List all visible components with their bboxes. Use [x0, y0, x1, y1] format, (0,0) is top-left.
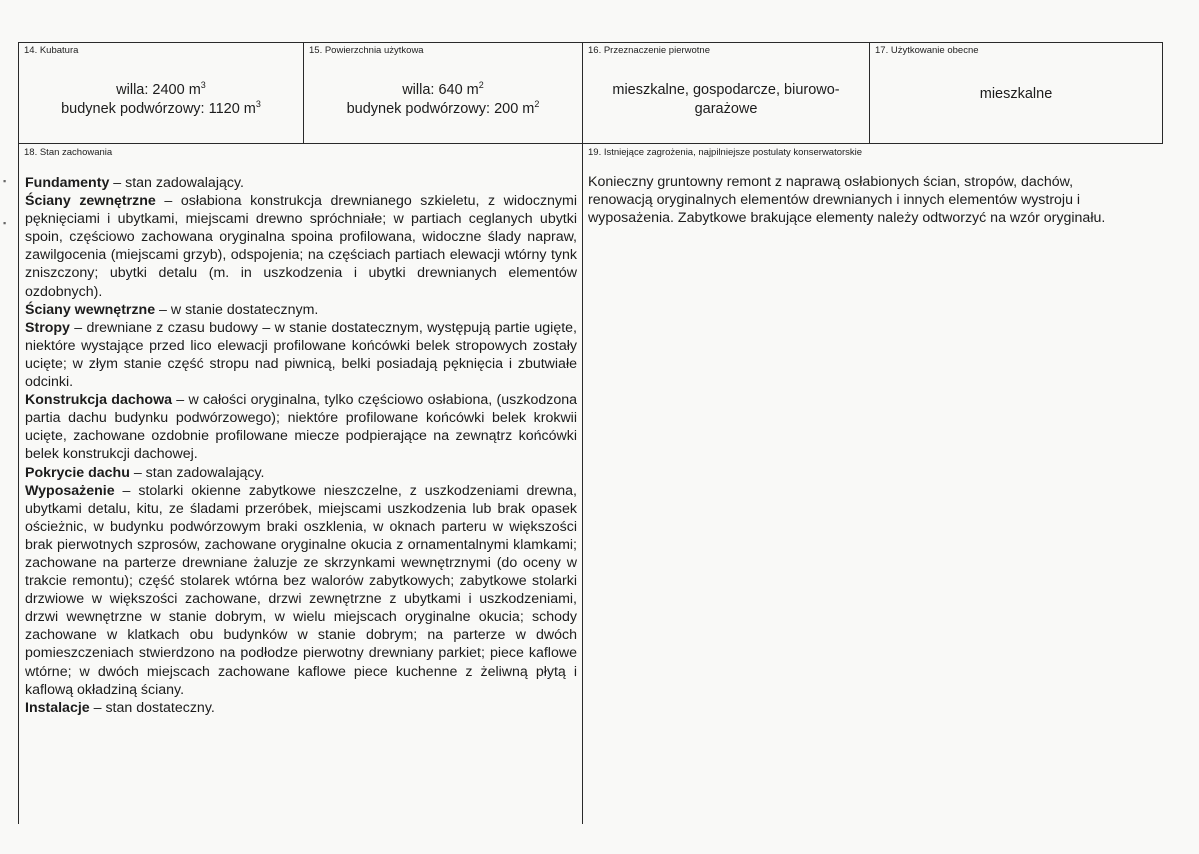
- kubatura-label: 14. Kubatura: [24, 45, 79, 56]
- stan-label: 18. Stan zachowania: [24, 147, 113, 158]
- zagrozenia-label: 19. Istniejące zagrożenia, najpilniejsze postulaty konserwatorskie: [588, 147, 863, 158]
- stan-paragraph: Konstrukcja dachowa – w całości oryginalna, tylko częściowo osłabiona, (uszkodzona partia dachu budynku podwórzowego); niektóre profilowane końcówki belek krokwii ucięte, zachowane ozdobnie profilowane miecze podpierające na zewnątrz końcówki belek konstrukcji dachowej.: [25, 392, 577, 463]
- col-divider-1: [18, 42, 19, 824]
- zagrozenia-body: Konieczny gruntowny remont z naprawą osłabionych ścian, stropów, dachów, renowacją oryginalnych elementów drewnianych i innych elementów wystroju i wyposażenia. Zabytkowe brakujące elementy należy odtworzyć na wzór oryginału.: [588, 174, 1106, 227]
- col-divider-5: [1162, 42, 1163, 143]
- col-divider-3: [582, 42, 583, 824]
- przeznaczenie-line: garażowe: [694, 101, 758, 117]
- powierzchnia-label: 15. Powierzchnia użytkowa: [309, 45, 424, 56]
- kubatura-value: [19, 58, 303, 142]
- stan-body: [25, 174, 577, 717]
- uzytkowanie-line: mieszkalne: [979, 85, 1053, 102]
- kubatura-line: willa: 2400 $m^3$: [116, 80, 206, 98]
- stan-paragraph: Pokrycie dachu – stan zadowalający.: [25, 464, 265, 481]
- top-border: [18, 42, 1163, 43]
- powierzchnia-line: budynek podwórzowy: 200 $m^2$: [346, 99, 540, 117]
- stan-paragraph: Ściany wewnętrzne – w stanie dostatecznym.: [25, 301, 319, 318]
- uzytkowanie-label: 17. Użytkowanie obecne: [875, 45, 979, 56]
- stan-paragraph: Instalacje – stan dostateczny.: [25, 699, 215, 716]
- uzytkowanie-value: [870, 58, 1162, 130]
- scan-mark: ▪: [3, 176, 7, 186]
- stan-paragraph: Ściany zewnętrzne – osłabiona konstrukcja drewnianego szkieletu, z widocznymi pęknięciami i ubytkami, miejscami drewno spróchniałe; w partiach ceglanych ubytki spoin, częściowo zachowana oryginalna spoina profilowana, widoczne ślady napraw, zawilgocenia (miejscami grzyb), odspojenia; na częściach partiach elewacji wtórny tynk zniszczony; ubytki detalu (m. in uszkodzenia i ubytki drewnianych elementów ozdobnych).: [25, 193, 577, 300]
- powierzchnia-line: willa: 640 $m^2$: [402, 80, 484, 98]
- kubatura-line: budynek podwórzowy: 1120 $m^3$: [61, 99, 261, 117]
- stan-paragraph: Stropy – drewniane z czasu budowy – w stanie dostatecznym, występują partie ugięte, niektóre wystające przed lico elewacji profilowane końcówki belek stropowych zostały ucięte; w złym stanie część stropu nad piwnicą, belki posiadają pęknięcia i zbutwiałe odcinki.: [25, 319, 577, 391]
- stan-paragraph: Wyposażenie – stolarki okienne zabytkowe nieszczelne, z uszkodzeniami drewna, ubytkami detalu, kitu, ze śladami przeróbek, miejscami uszkodzenia lub brak opasek ościeżnic, w budynku podwórzowym braki oszklenia, w oknach parteru w większości brak pierwotnych szprosów, zachowane oryginalne okucia z ornamentalnymi klamkami; zachowane na parterze drewniane żaluzje ze skrzynkami wewnętrznymi (do oceny w trakcie remontu); część stolarek wtórna bez walorów zabytkowych; zabytkowe stolarki drzwiowe w większości zachowane, drzwi zewnętrzne z ubytkami i uszkodzeniami, drzwi wewnętrzne w stanie dobrym, w wielu miejscach oryginalne okucia; schody zachowane w klatkach obu budynków w stanie dobrym; na parterze w dwóch pomieszczeniach stwierdzono na podłodze pierwotny drewniany parkiet; piece kaflowe wtórne; w dwóch miejscach zachowane kaflowe piece kuchenne z żeliwną płytą i kaflową okładziną ściany.: [25, 482, 577, 698]
- powierzchnia-value: [304, 58, 582, 142]
- scan-mark: ▪: [3, 218, 7, 228]
- przeznaczenie-line: mieszkalne, gospodarcze, biurowo-: [612, 82, 840, 98]
- przeznaczenie-label: 16. Przeznaczenie pierwotne: [588, 45, 710, 56]
- przeznaczenie-value: [583, 58, 869, 142]
- stan-paragraph: Fundamenty – stan zadowalający.: [25, 175, 244, 191]
- row-divider: [18, 143, 1163, 144]
